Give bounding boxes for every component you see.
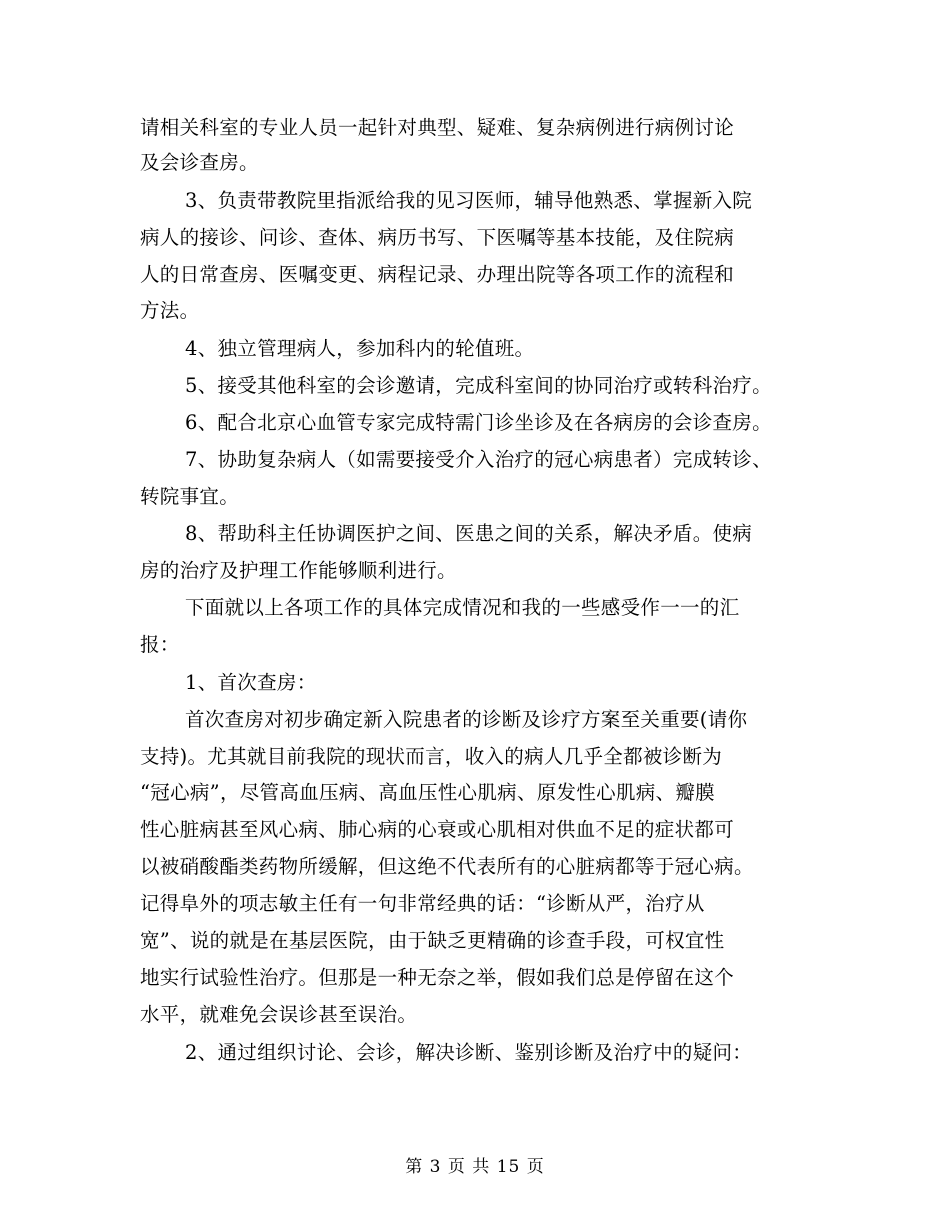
paragraph-line: 7、协助复杂病人（如需要接受介入治疗的冠心病患者）完成转诊、 [185,448,772,471]
section-heading: 2、通过组织讨论、会诊，解决诊断、鉴别诊断及治疗中的疑问： [185,1041,753,1064]
paragraph-line: 3、负责带教院里指派给我的见习医师，辅导他熟悉、掌握新入院 [185,189,753,212]
paragraph-line: 4、独立管理病人，参加科内的轮值班。 [185,337,535,360]
paragraph-line: 请相关科室的专业人员一起针对典型、疑难、复杂病例进行病例讨论 [140,116,735,139]
paragraph-line: “冠心病”，尽管高血压病、高血压性心肌病、原发性心肌病、瓣膜 [140,781,715,804]
paragraph-line: 性心脏病甚至风心病、肺心病的心衰或心肌相对供血不足的症状都可 [140,818,735,841]
section-heading: 1、首次查房： [185,671,317,694]
paragraph-line: 人的日常查房、医嘱变更、病程记录、办理出院等各项工作的流程和 [140,263,735,286]
paragraph-line: 水平，就难免会误诊甚至误治。 [140,1003,418,1026]
paragraph-line: 记得阜外的项志敏主任有一句非常经典的话：“诊断从严，治疗从 [140,892,705,915]
paragraph-line: 支持)。尤其就目前我院的现状而言，收入的病人几乎全都被诊断为 [140,745,723,768]
paragraph-line: 以被硝酸酯类药物所缓解，但这绝不代表所有的心脏病都等于冠心病。 [140,855,754,878]
paragraph-line: 报： [140,633,180,656]
paragraph-line: 及会诊查房。 [140,151,259,174]
paragraph-line: 8、帮助科主任协调医护之间、医患之间的关系，解决矛盾。使病 [185,522,753,545]
paragraph-line: 6、配合北京心血管专家完成特需门诊坐诊及在各病房的会诊查房。 [185,411,772,434]
paragraph-line: 房的治疗及护理工作能够顺利进行。 [140,559,457,582]
paragraph-line: 宽”、说的就是在基层医院，由于缺乏更精确的诊查手段，可权宜性 [140,929,725,952]
paragraph-line: 5、接受其他科室的会诊邀请，完成科室间的协同治疗或转科治疗。 [185,374,772,397]
paragraph-line: 病人的接诊、问诊、查体、病历书写、下医嘱等基本技能，及住院病 [140,226,735,249]
paragraph-line: 地实行试验性治疗。但那是一种无奈之举，假如我们总是停留在这个 [140,966,735,989]
paragraph-line: 首次查房对初步确定新入院患者的诊断及诊疗方案至关重要(请你 [185,708,748,731]
paragraph-line: 转院事宜。 [140,485,240,508]
page-number-footer: 第 3 页 共 15 页 [405,1157,545,1177]
paragraph-line: 方法。 [140,299,200,322]
paragraph-line: 下面就以上各项工作的具体完成情况和我的一些感受作一一的汇 [185,596,740,619]
